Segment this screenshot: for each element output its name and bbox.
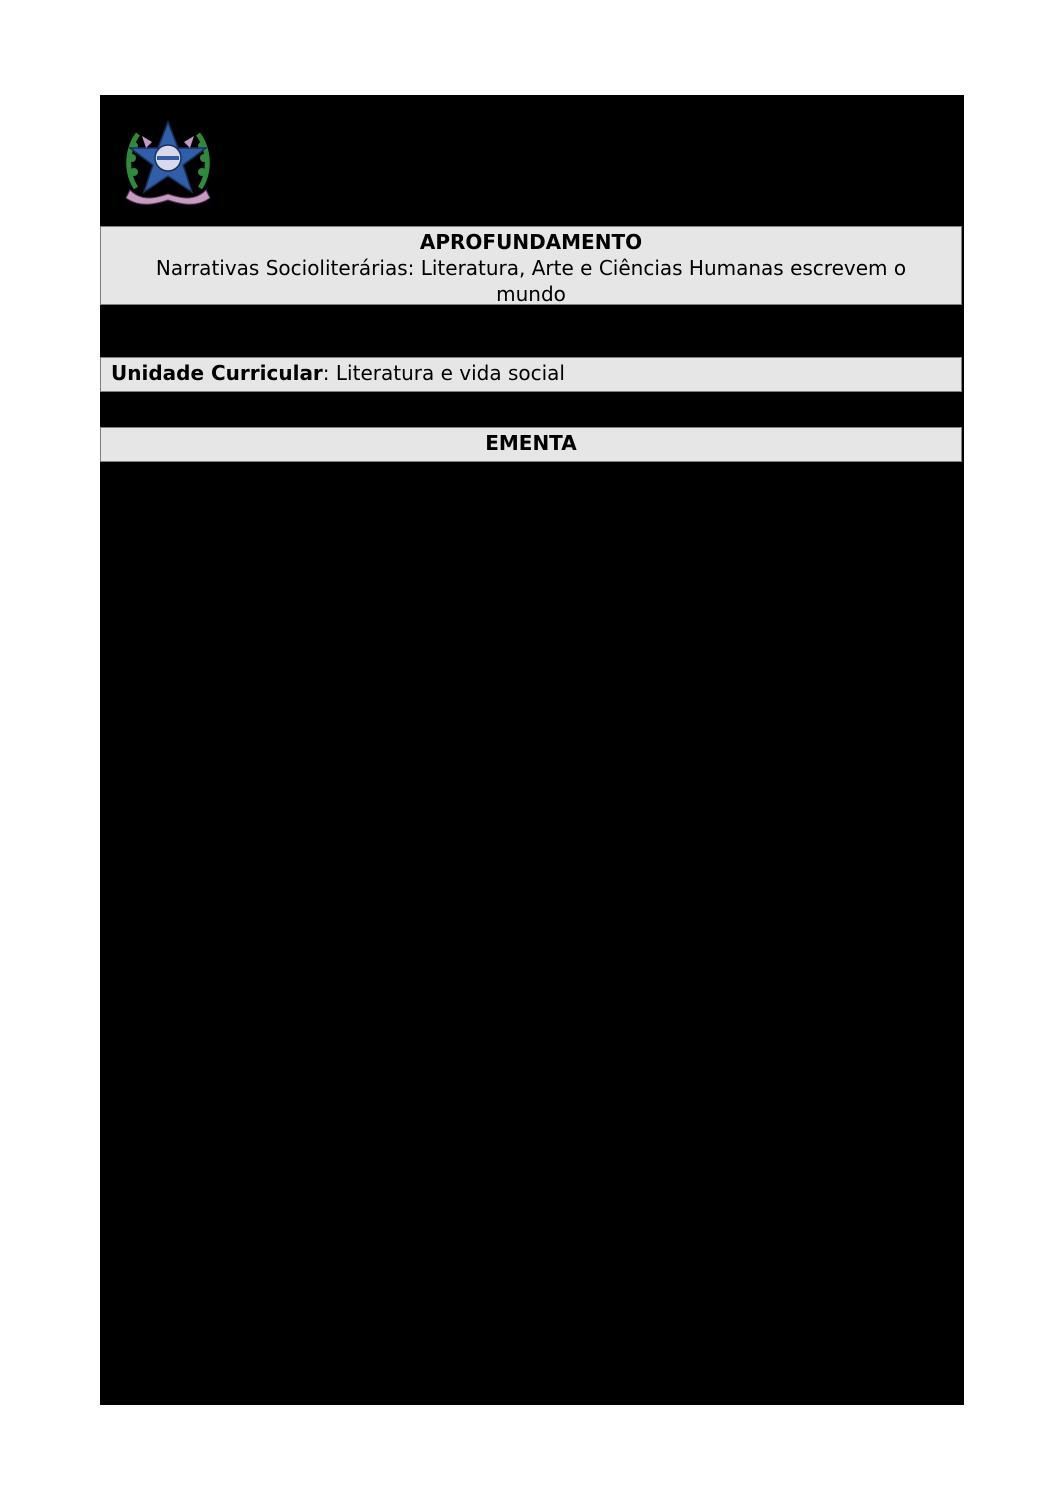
unidade-curricular-row <box>100 357 962 392</box>
unidade-curricular-label: Unidade Curricular <box>111 361 323 385</box>
ementa-heading: EMENTA <box>485 431 577 455</box>
unidade-curricular-value: Literatura e vida social <box>335 361 565 385</box>
aprofundamento-header <box>100 226 962 305</box>
coat-of-arms-icon <box>122 118 214 206</box>
unidade-curricular-separator: : <box>322 361 336 385</box>
ementa-header <box>100 427 962 462</box>
aprofundamento-subtitle: Narrativas Socioliterárias: Literatura, Arte e Ciências Humanas escrevem o mundo <box>155 256 907 306</box>
aprofundamento-heading: APROFUNDAMENTO <box>419 230 643 254</box>
